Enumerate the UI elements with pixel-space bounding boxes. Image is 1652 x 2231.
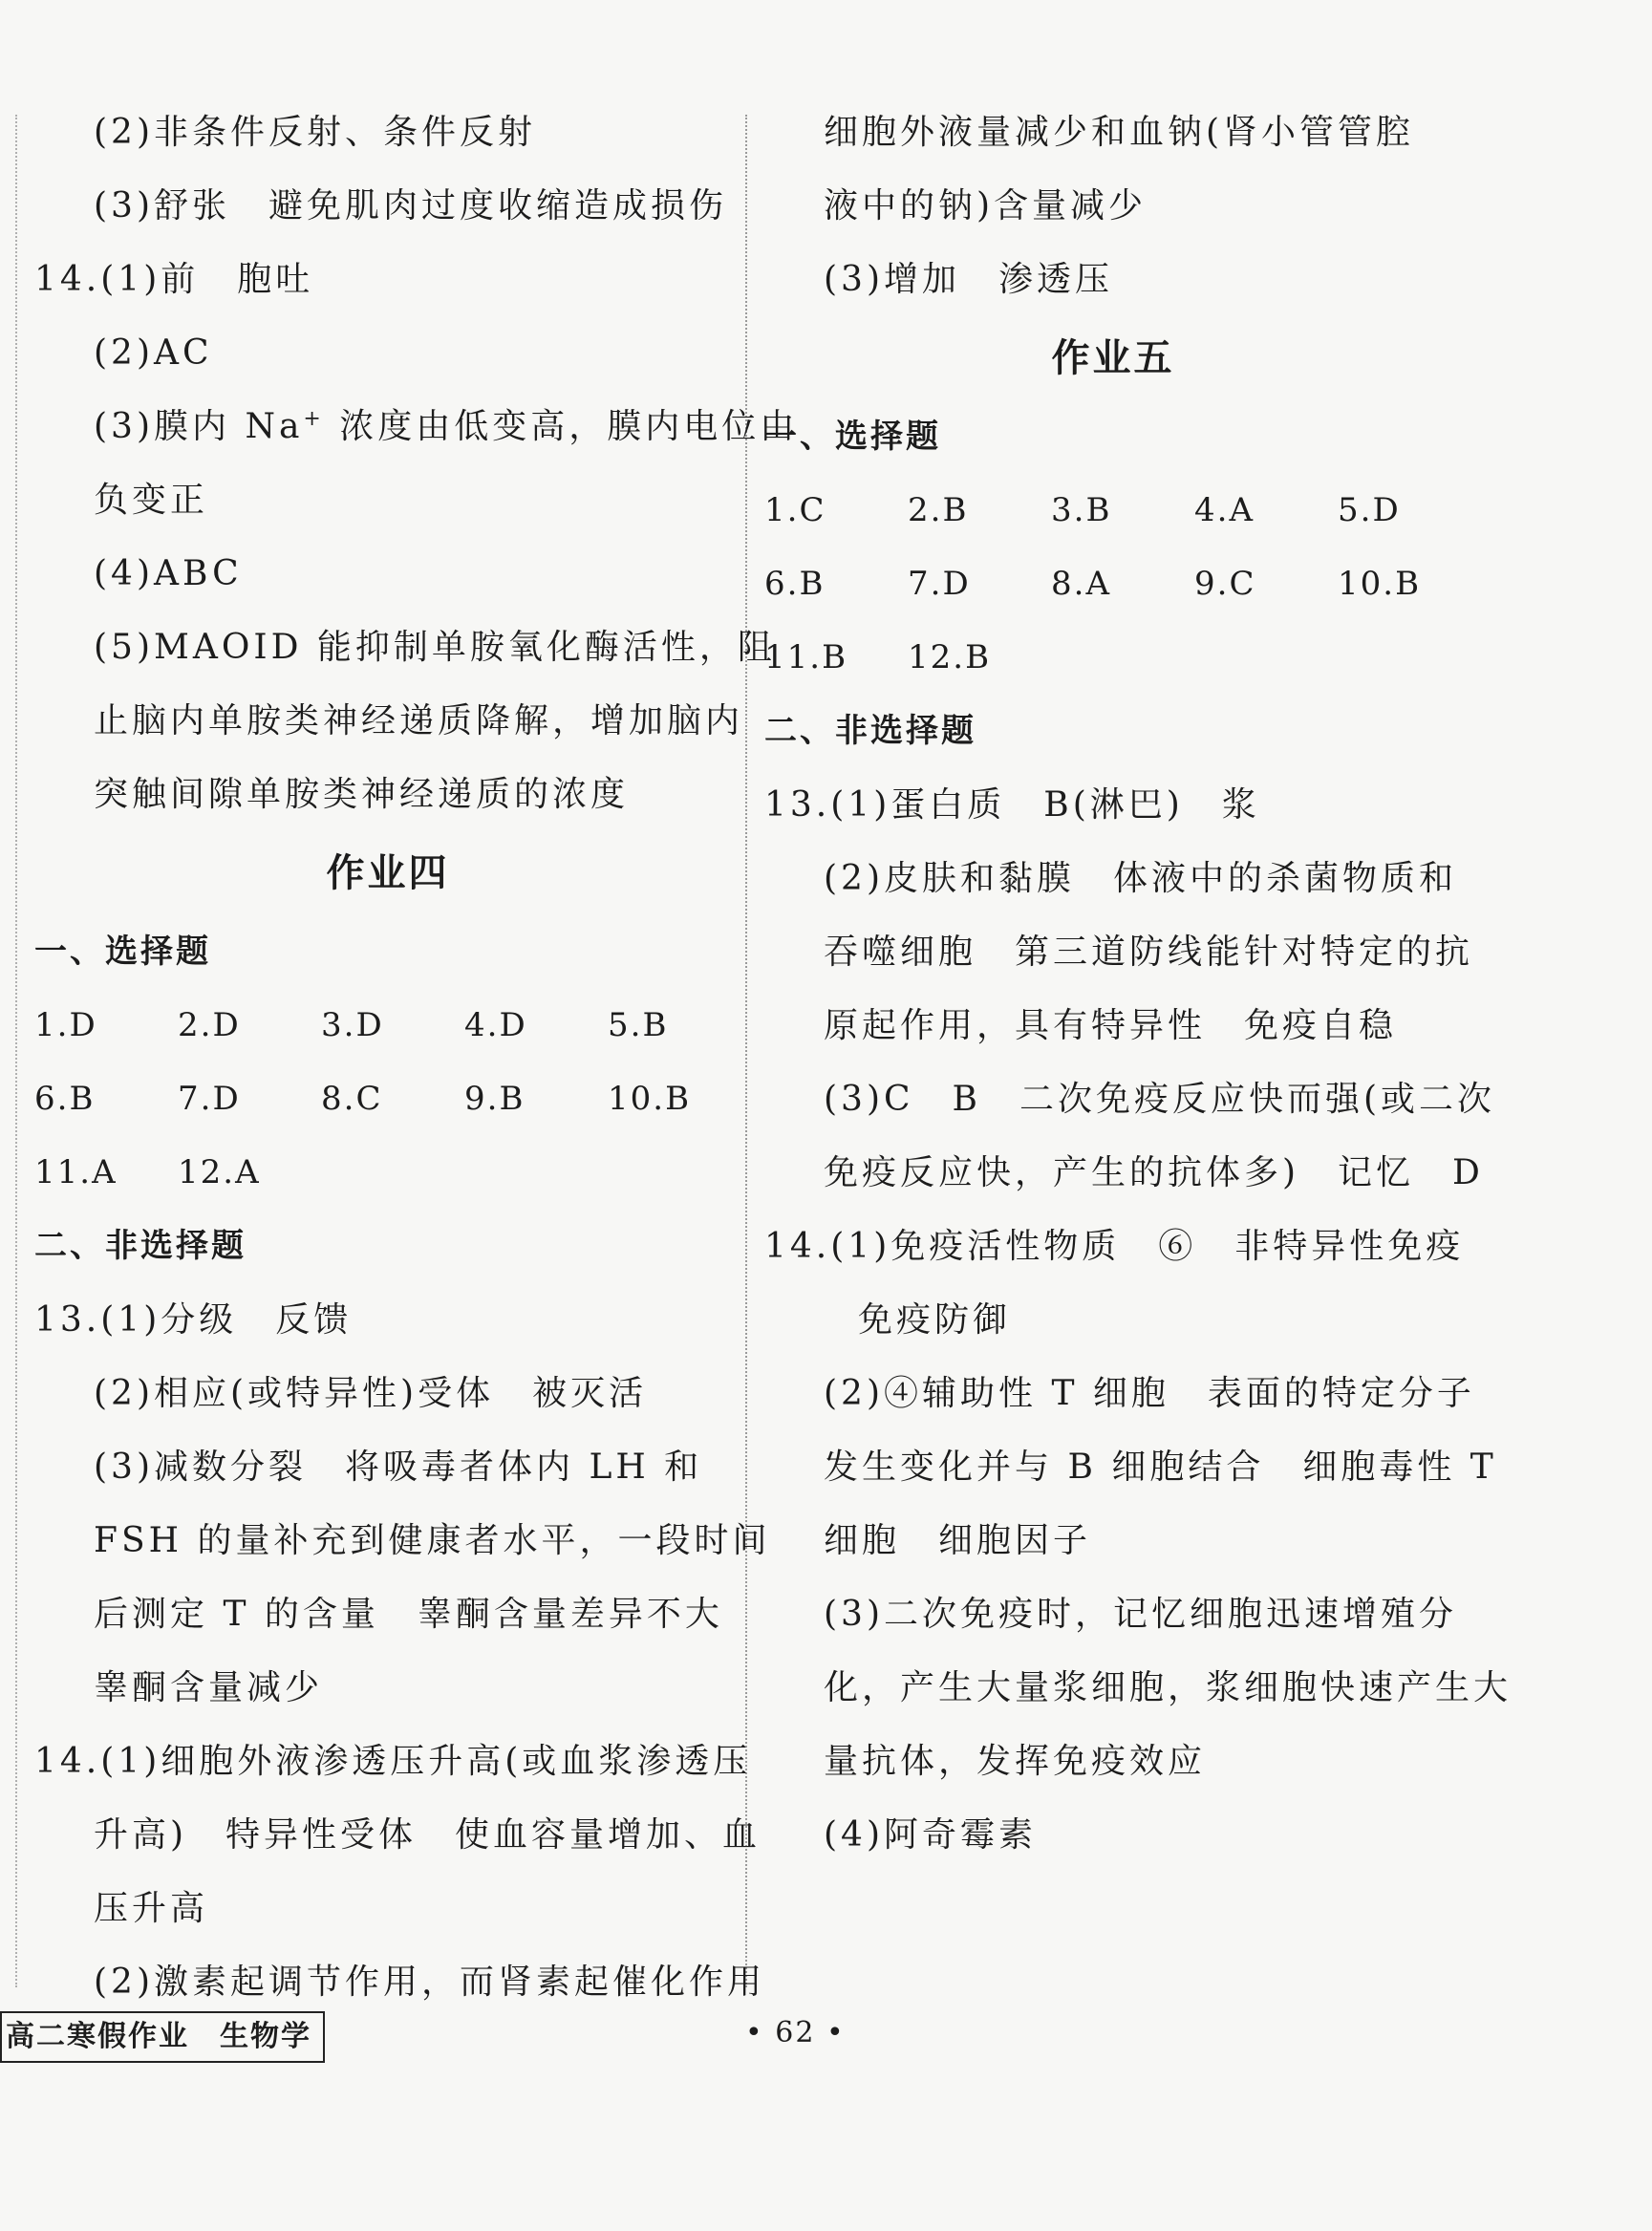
answer-line: 发生变化并与 B 细胞结合 细胞毒性 T (824, 1448, 1497, 1487)
choice-answers-row (764, 547, 1462, 621)
choice-answers-row (34, 989, 741, 1062)
answer-line: FSH 的量补充到健康者水平，一段时间 (94, 1521, 771, 1560)
answer-line: 细胞 细胞因子 (824, 1521, 1092, 1560)
answer-text: 浓度由低变高，膜内电位由 (324, 407, 799, 446)
choice-answer: 6.B (764, 565, 826, 603)
choice-answer: 4.A (1194, 491, 1255, 529)
answer-line: 量抗体，发挥免疫效应 (824, 1742, 1207, 1781)
section-heading: 一、选择题 (34, 933, 211, 971)
answer-line: 止脑内单胺类神经递质降解，增加脑内 (94, 701, 744, 740)
choice-answers-row (34, 1062, 741, 1136)
answer-line: 吞噬细胞 第三道防线能针对特定的抗 (824, 933, 1474, 972)
answer-line: 免疫防御 (858, 1300, 1012, 1340)
answer-line: 13.(1)蛋白质 B(淋巴) 浆 (764, 785, 1260, 825)
choice-answer: 9.B (464, 1080, 526, 1118)
choice-answer: 10.B (1338, 565, 1422, 603)
answer-line: 14.(1)细胞外液渗透压升高(或血浆渗透压 (34, 1742, 752, 1781)
choice-answer: 3.B (1051, 491, 1112, 529)
section-heading: 二、非选择题 (764, 712, 976, 750)
answer-line: 负变正 (94, 481, 209, 520)
page-number: • 62 • (745, 2016, 846, 2049)
answer-line: 化，产生大量浆细胞，浆细胞快速产生大 (824, 1668, 1513, 1707)
answer-line: 14.(1)前 胞吐 (34, 260, 314, 299)
answer-line: 细胞外液量减少和血钠(肾小管管腔 (824, 113, 1415, 152)
choice-answer: 7.D (178, 1080, 241, 1118)
answer-line: (2)④辅助性 T 细胞 表面的特定分子 (824, 1374, 1475, 1413)
homework-5-title: 作业五 (1051, 336, 1175, 380)
answer-line: (2)激素起调节作用，而肾素起催化作用 (94, 1963, 765, 2002)
answer-line: (3)增加 渗透压 (824, 260, 1113, 299)
answer-line: 升高) 特异性受体 使血容量增加、血 (94, 1815, 762, 1855)
answer-text: (3)膜内 Na (94, 407, 304, 446)
choice-answer: 6.B (34, 1080, 96, 1118)
answer-line: 睾酮含量减少 (94, 1668, 324, 1707)
choice-answer: 1.D (34, 1006, 97, 1044)
superscript-plus: + (303, 407, 325, 431)
answer-line: (3)减数分裂 将吸毒者体内 LH 和 (94, 1448, 703, 1487)
homework-4-title: 作业四 (326, 851, 450, 895)
answer-line: 13.(1)分级 反馈 (34, 1300, 353, 1340)
choice-answer: 12.A (178, 1153, 261, 1191)
answer-line: 压升高 (94, 1889, 209, 1928)
answer-line: 突触间隙单胺类神经递质的浓度 (94, 775, 630, 814)
choice-answer: 8.C (321, 1080, 383, 1118)
answer-line: (2)非条件反射、条件反射 (94, 113, 536, 152)
choice-answer: 3.D (321, 1006, 384, 1044)
choice-answers-row (764, 621, 1462, 695)
answer-line: (2)皮肤和黏膜 体液中的杀菌物质和 (824, 859, 1457, 898)
choice-answer: 11.A (34, 1153, 118, 1191)
answer-line: (5)MAOID 能抑制单胺氧化酶活性，阻 (94, 628, 776, 667)
choice-answer: 1.C (764, 491, 826, 529)
answer-line: 原起作用，具有特异性 免疫自稳 (824, 1006, 1398, 1045)
answer-line (34, 390, 799, 463)
choice-answer: 5.B (608, 1006, 669, 1044)
choice-answer: 11.B (764, 638, 848, 676)
answer-line: 后测定 T 的含量 睾酮含量差异不大 (94, 1595, 723, 1634)
choice-answer: 5.D (1338, 491, 1401, 529)
answer-line: 免疫反应快，产生的抗体多) 记忆 D (824, 1153, 1484, 1192)
choice-answer: 10.B (608, 1080, 692, 1118)
choice-answer: 2.B (908, 491, 969, 529)
choice-answer: 4.D (464, 1006, 527, 1044)
choice-answer: 9.C (1194, 565, 1256, 603)
choice-answer: 12.B (908, 638, 992, 676)
choice-answer: 7.D (908, 565, 971, 603)
answer-line: (2)AC (94, 333, 213, 373)
answer-line: 液中的钠)含量减少 (824, 186, 1148, 225)
right-column (764, 96, 1513, 1872)
answer-line: 14.(1)免疫活性物质 ⑥ 非特异性免疫 (764, 1227, 1465, 1266)
choice-answers-row (34, 1136, 741, 1210)
answer-line: (2)相应(或特异性)受体 被灭活 (94, 1374, 648, 1413)
answer-line: (4)阿奇霉素 (824, 1815, 1037, 1855)
section-heading: 一、选择题 (764, 418, 941, 456)
choice-answers-row (764, 474, 1462, 547)
footer-book-label: 高二寒假作业 生物学 (0, 2011, 325, 2063)
answer-line: (3)二次免疫时，记忆细胞迅速增殖分 (824, 1595, 1457, 1634)
answer-line: (3)C B 二次免疫反应快而强(或二次 (824, 1080, 1496, 1119)
answer-line: (3)舒张 避免肌肉过度收缩造成损伤 (94, 186, 727, 225)
left-margin-rule (15, 115, 17, 1987)
answer-line: (4)ABC (94, 554, 243, 593)
choice-answer: 8.A (1051, 565, 1111, 603)
section-heading: 二、非选择题 (34, 1227, 247, 1265)
choice-answer: 2.D (178, 1006, 241, 1044)
